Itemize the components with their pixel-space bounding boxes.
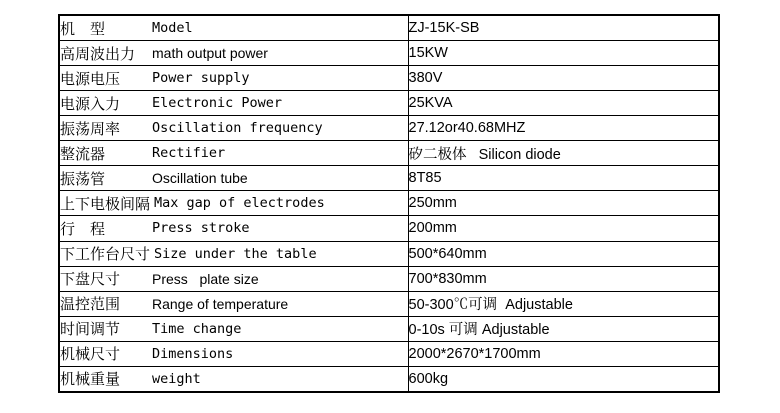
spec-label-cell [59, 15, 408, 41]
spec-value: 380V [408, 70, 443, 87]
spec-label [60, 293, 408, 314]
table-row [59, 366, 719, 392]
table-row [59, 241, 719, 266]
spec-value-cell [408, 216, 719, 241]
spec-value: 2000*2670*1700mm [408, 345, 541, 362]
spec-table [58, 14, 720, 393]
spec-value: 700*830mm [408, 270, 487, 287]
spec-value-cell [408, 141, 719, 166]
spec-label-cell [59, 316, 408, 341]
spec-value-cell [408, 15, 719, 41]
spec-label-cell [59, 341, 408, 366]
spec-label-en: Power supply [152, 70, 250, 87]
spec-label [60, 243, 408, 264]
spec-label-cn: 高周波出力 [60, 44, 136, 63]
spec-value: ZJ-15K-SB [408, 20, 480, 37]
spec-value-cell [408, 241, 719, 266]
spec-value-cell [408, 66, 719, 91]
spec-value: 0-10s 可调 Adjustable [408, 322, 550, 339]
spec-label-en: Size under the table [154, 245, 317, 262]
table-row [59, 91, 719, 116]
spec-label-cell [59, 191, 408, 216]
spec-label [60, 343, 408, 364]
spec-label [60, 118, 408, 139]
spec-label-en: Max gap of electrodes [154, 195, 325, 212]
spec-label-cell [59, 291, 408, 316]
table-row [59, 191, 719, 216]
table-row [59, 216, 719, 241]
spec-value: 250mm [408, 195, 457, 212]
table-row [59, 116, 719, 141]
spec-label [60, 268, 408, 289]
spec-label-cell [59, 241, 408, 266]
spec-label-cn: 下工作台尺寸 [60, 245, 151, 264]
spec-label-cn: 机 型 [60, 19, 106, 38]
spec-label-cell [59, 66, 408, 91]
spec-label [60, 368, 408, 389]
spec-label-en: Electronic Power [152, 95, 283, 112]
spec-label-cell [59, 366, 408, 392]
spec-label-en: Time change [152, 320, 242, 337]
spec-label [60, 218, 408, 239]
spec-value-cell [408, 366, 719, 392]
spec-value-cell [408, 191, 719, 216]
spec-value: 500*640mm [408, 245, 487, 262]
spec-label-cn: 整流器 [60, 144, 106, 163]
table-row [59, 316, 719, 341]
spec-label-en: Oscillation tube [152, 170, 248, 187]
spec-value-cell [408, 291, 719, 316]
spec-label-cn: 行 程 [60, 219, 106, 238]
spec-value-cell [408, 316, 719, 341]
spec-value-cell [408, 166, 719, 191]
spec-label-cn: 振荡管 [60, 169, 106, 188]
table-row [59, 41, 719, 66]
spec-label-en: Model [152, 20, 193, 37]
spec-label-cn: 振荡周率 [60, 119, 121, 138]
spec-label-en: weight [152, 370, 201, 387]
spec-label-cell [59, 166, 408, 191]
spec-value: 25KVA [408, 95, 453, 112]
spec-value: 15KW [408, 45, 448, 62]
spec-label-cell [59, 216, 408, 241]
spec-label-cell [59, 141, 408, 166]
spec-value: 矽二极体 Silicon diode [408, 146, 561, 163]
spec-label [60, 18, 408, 39]
spec-label [60, 93, 408, 114]
spec-label-cn: 上下电极间隔 [60, 194, 151, 213]
spec-value: 50-300℃可调 Adjustable [408, 297, 573, 314]
spec-label-cell [59, 91, 408, 116]
spec-label-en: Press stroke [152, 220, 250, 237]
spec-label-en: math output power [152, 45, 268, 62]
table-row [59, 15, 719, 41]
spec-label [60, 193, 408, 214]
spec-table-body [59, 15, 719, 392]
spec-value: 8T85 [408, 170, 442, 187]
table-row [59, 141, 719, 166]
spec-label-en: Press plate size [152, 270, 259, 287]
spec-label [60, 68, 408, 89]
spec-label-en: Oscillation frequency [152, 120, 323, 137]
spec-value-cell [408, 116, 719, 141]
spec-value-cell [408, 266, 719, 291]
spec-label [60, 318, 408, 339]
table-row [59, 341, 719, 366]
table-row [59, 266, 719, 291]
spec-label [60, 143, 408, 164]
spec-label-cell [59, 116, 408, 141]
spec-value: 200mm [408, 220, 457, 237]
spec-label-cn: 电源入力 [60, 94, 121, 113]
spec-label [60, 168, 408, 189]
spec-label-en: Rectifier [152, 145, 226, 162]
spec-value: 27.12or40.68MHZ [408, 120, 526, 137]
table-row [59, 291, 719, 316]
table-row [59, 66, 719, 91]
spec-label-cell [59, 41, 408, 66]
spec-label-cn: 温控范围 [60, 295, 121, 314]
spec-value-cell [408, 91, 719, 116]
spec-label-cn: 时间调节 [60, 320, 121, 339]
spec-label-cn: 机械尺寸 [60, 345, 121, 364]
spec-label-en: Dimensions [152, 345, 234, 362]
spec-label-cell [59, 266, 408, 291]
spec-label [60, 43, 408, 64]
spec-value-cell [408, 41, 719, 66]
spec-label-en: Range of temperature [152, 295, 289, 312]
spec-value: 600kg [408, 370, 449, 387]
spec-value-cell [408, 341, 719, 366]
spec-label-cn: 下盘尺寸 [60, 270, 121, 289]
spec-label-cn: 机械重量 [60, 370, 121, 389]
spec-label-cn: 电源电压 [60, 69, 121, 88]
table-row [59, 166, 719, 191]
